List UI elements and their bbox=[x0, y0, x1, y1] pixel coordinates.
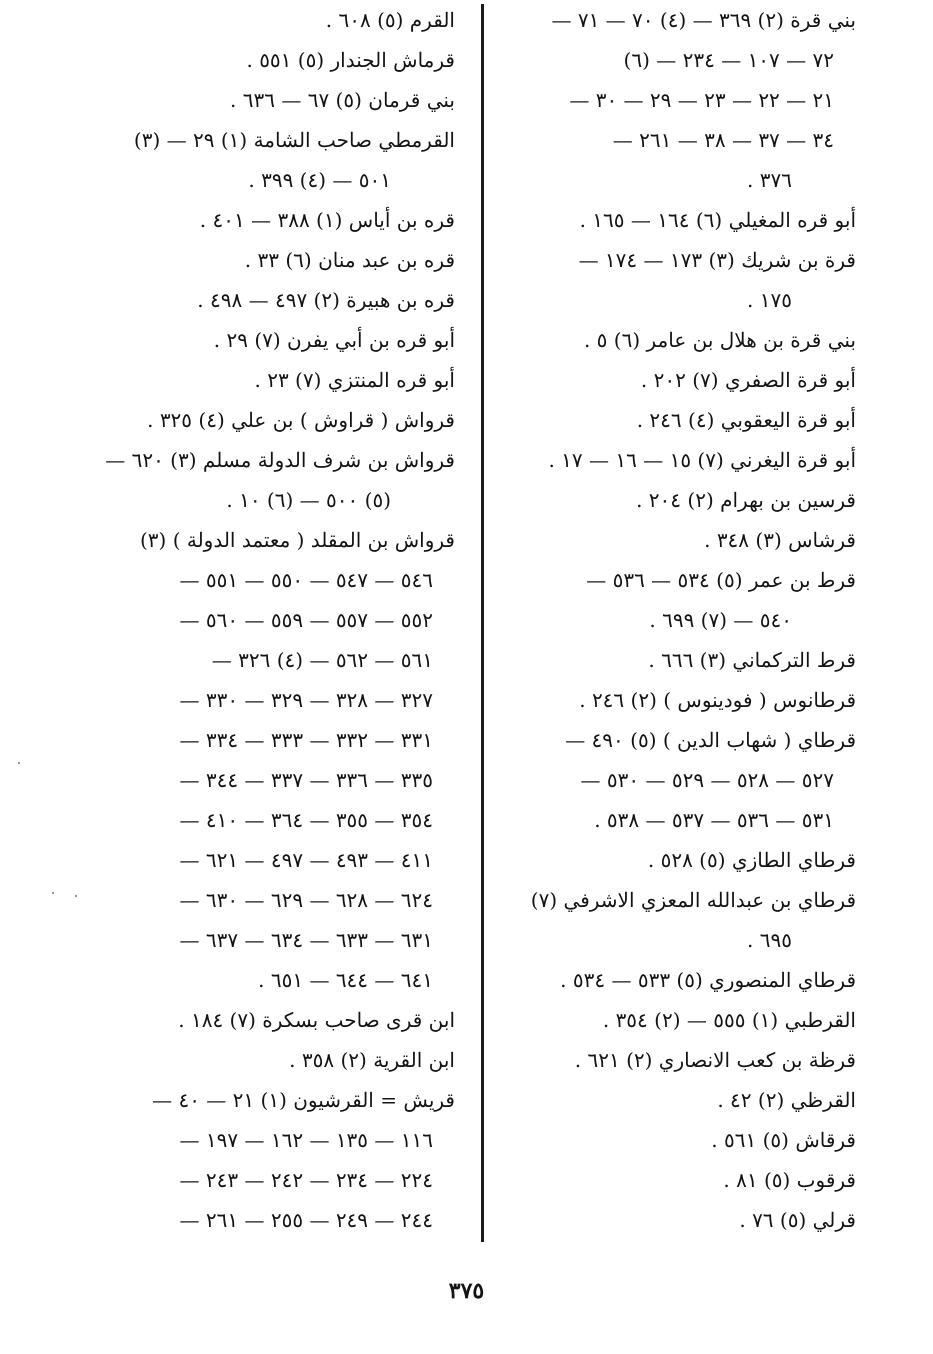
index-entry: أبو قره بن أبي يفرن (٧) ٢٩ . bbox=[213, 328, 455, 352]
index-entry: أبو قره المنتزي (٧) ٢٣ . bbox=[254, 368, 455, 392]
index-entry-continuation: ٣٧٦ . bbox=[747, 168, 792, 192]
index-column-left bbox=[93, 0, 455, 1240]
index-entry: ابن القرية (٢) ٣٥٨ . bbox=[289, 1048, 455, 1072]
index-entry: أبو قرة اليغرني (٧) ١٥ — ١٦ — ١٧ . bbox=[548, 448, 856, 472]
index-entry-continuation: ٥٤٦ — ٥٤٧ — ٥٥٠ — ٥٥١ — bbox=[179, 568, 433, 592]
index-entry: قرواش بن شرف الدولة مسلم (٣) ٦٢٠ — bbox=[105, 448, 455, 472]
index-entry: قرطانوس ( فودينوس ) (٢) ٢٤٦ . bbox=[579, 688, 856, 712]
column-divider-rule bbox=[481, 4, 484, 1242]
index-entry-continuation: ٢٤٤ — ٢٤٩ — ٢٥٥ — ٢٦١ — bbox=[179, 1208, 433, 1232]
index-entry-continuation: ٤١١ — ٤٩٣ — ٤٩٧ — ٦٢١ — bbox=[179, 848, 433, 872]
index-entry: بني قرة بن هلال بن عامر (٦) ٥ . bbox=[583, 328, 856, 352]
index-entry: القرطبي (١) ٥٥٥ — (٢) ٣٥٤ . bbox=[602, 1008, 856, 1032]
index-entry: بني قرة (٢) ٣٦٩ — (٤) ٧٠ — ٧١ — bbox=[551, 8, 856, 32]
index-entry-continuation: ٦٢٤ — ٦٢٨ — ٦٢٩ — ٦٣٠ — bbox=[179, 888, 433, 912]
index-entry-continuation: (٥) ٥٠٠ — (٦) ١٠ . bbox=[226, 488, 391, 512]
index-entry: القرم (٥) ٦٠٨ . bbox=[325, 8, 455, 32]
index-entry-continuation: ٣٣١ — ٣٣٢ — ٣٣٣ — ٣٣٤ — bbox=[179, 728, 433, 752]
index-entry-continuation: ٥٣١ — ٥٣٦ — ٥٣٧ — ٥٣٨ . bbox=[594, 808, 834, 832]
scan-speck bbox=[75, 895, 77, 897]
index-entry-continuation: ٥٠١ — (٤) ٣٩٩ . bbox=[248, 168, 391, 192]
index-entry: قرشاس (٣) ٣٤٨ . bbox=[704, 528, 856, 552]
index-entry: قرسين بن بهرام (٢) ٢٠٤ . bbox=[636, 488, 856, 512]
scan-speck bbox=[52, 892, 54, 894]
index-entry: قرقاش (٥) ٥٦١ . bbox=[711, 1128, 856, 1152]
index-entry: قرطاي الطازي (٥) ٥٢٨ . bbox=[647, 848, 856, 872]
index-entry-continuation: ٢١ — ٢٢ — ٢٣ — ٢٩ — ٣٠ — bbox=[569, 88, 834, 112]
index-entry: قرة بن شريك (٣) ١٧٣ — ١٧٤ — bbox=[578, 248, 856, 272]
index-entry: ابن قرى صاحب بسكرة (٧) ١٨٤ . bbox=[178, 1008, 455, 1032]
index-entry-continuation: ٣٣٥ — ٣٣٦ — ٣٣٧ — ٣٤٤ — bbox=[179, 768, 433, 792]
index-entry: قره بن أياس (١) ٣٨٨ — ٤٠١ . bbox=[199, 208, 455, 232]
page-number: ٣٧٥ bbox=[448, 1278, 485, 1304]
index-entry: أبو قرة الصفري (٧) ٢٠٢ . bbox=[640, 368, 856, 392]
index-entry-continuation: ٢٢٤ — ٢٣٤ — ٢٤٢ — ٢٤٣ — bbox=[179, 1168, 433, 1192]
index-entry: قره بن عبد منان (٦) ٣٣ . bbox=[244, 248, 455, 272]
index-entry-continuation: ٣٤ — ٣٧ — ٣٨ — ٢٦١ — bbox=[612, 128, 834, 152]
index-entry: قره بن هبيرة (٢) ٤٩٧ — ٤٩٨ . bbox=[197, 288, 455, 312]
index-entry: أبو قره المغيلي (٦) ١٦٤ — ١٦٥ . bbox=[579, 208, 856, 232]
index-entry: قرطاي ( شهاب الدين ) (٥) ٤٩٠ — bbox=[565, 728, 856, 752]
index-entry: قرطاي المنصوري (٥) ٥٣٣ — ٥٣٤ . bbox=[560, 968, 856, 992]
index-entry: قرطاي بن عبدالله المعزي الاشرفي (٧) bbox=[530, 888, 856, 912]
index-entry: قرلي (٥) ٧٦ . bbox=[739, 1208, 856, 1232]
index-entry: قرط التركماني (٣) ٦٦٦ . bbox=[648, 648, 856, 672]
index-entry: قرط بن عمر (٥) ٥٣٤ — ٥٣٦ — bbox=[586, 568, 856, 592]
index-entry-continuation: ٥٢٧ — ٥٢٨ — ٥٢٩ — ٥٣٠ — bbox=[580, 768, 834, 792]
index-entry-continuation: ٧٢ — ١٠٧ — ٢٣٤ — (٦) bbox=[623, 48, 834, 72]
index-column-right bbox=[451, 0, 856, 1240]
index-entry-continuation: ٥٤٠ — (٧) ٦٩٩ . bbox=[649, 608, 792, 632]
index-entry-continuation: ٦٣١ — ٦٣٣ — ٦٣٤ — ٦٣٧ — bbox=[179, 928, 433, 952]
index-entry: قرظة بن كعب الانصاري (٢) ٦٢١ . bbox=[574, 1048, 856, 1072]
index-entry-continuation: ٣٢٧ — ٣٢٨ — ٣٢٩ — ٣٣٠ — bbox=[179, 688, 433, 712]
index-entry-continuation: ١٧٥ . bbox=[747, 288, 792, 312]
index-entry: قرقوب (٥) ٨١ . bbox=[723, 1168, 856, 1192]
index-entry-continuation: ٥٥٢ — ٥٥٧ — ٥٥٩ — ٥٦٠ — bbox=[179, 608, 433, 632]
index-entry-continuation: ٥٦١ — ٥٦٢ — (٤) ٣٢٦ — bbox=[211, 648, 433, 672]
index-entry-continuation: ٦٩٥ . bbox=[747, 928, 792, 952]
index-entry: قرواش ( قراوش ) بن علي (٤) ٣٢٥ . bbox=[147, 408, 455, 432]
index-entry: قرماش الجندار (٥) ٥٥١ . bbox=[246, 48, 455, 72]
index-entry: قريش = القرشيون (١) ٢١ — ٤٠ — bbox=[152, 1088, 455, 1112]
index-entry-continuation: ٣٥٤ — ٣٥٥ — ٣٦٤ — ٤١٠ — bbox=[179, 808, 433, 832]
scan-speck bbox=[18, 762, 20, 764]
index-entry: القرمطي صاحب الشامة (١) ٢٩ — (٣) bbox=[133, 128, 455, 152]
index-entry: بني قرمان (٥) ٦٧ — ٦٣٦ . bbox=[230, 88, 455, 112]
index-entry-continuation: ١١٦ — ١٣٥ — ١٦٢ — ١٩٧ — bbox=[179, 1128, 433, 1152]
index-entry-continuation: ٦٤١ — ٦٤٤ — ٦٥١ . bbox=[258, 968, 433, 992]
index-entry: قرواش بن المقلد ( معتمد الدولة ) (٣) bbox=[139, 528, 455, 552]
index-entry: أبو قرة اليعقوبي (٤) ٢٤٦ . bbox=[636, 408, 856, 432]
index-entry: القرظي (٢) ٤٢ . bbox=[717, 1088, 856, 1112]
